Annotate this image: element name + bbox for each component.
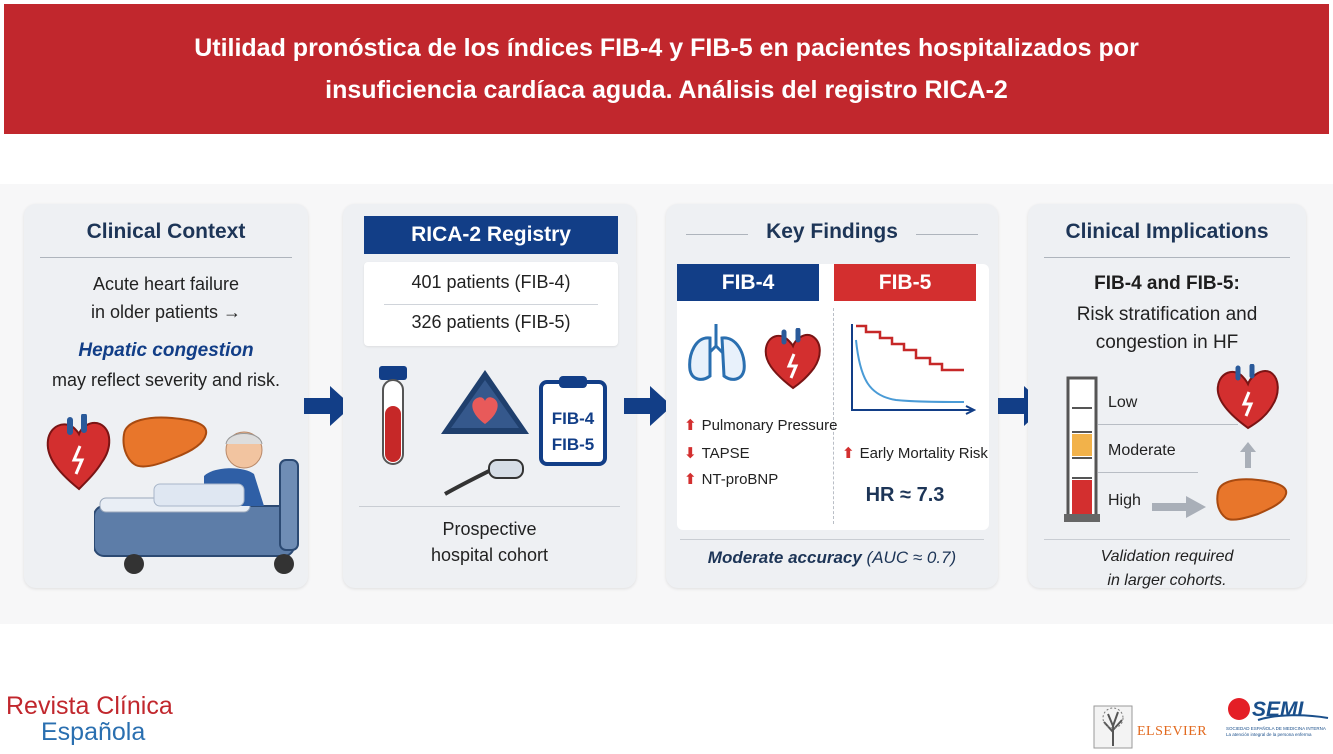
semi-subtitle (1226, 726, 1326, 738)
hazard-ratio: HR ≈ 7.3 (865, 484, 945, 506)
arrow-up-icon: ⬆ (842, 445, 855, 462)
title-divider (1044, 257, 1290, 258)
auc-value: (AUC ≈ 0.7) (861, 548, 957, 567)
registry-card (343, 204, 636, 588)
fib4-tab: FIB-4 (677, 264, 819, 301)
clinical-implications-card (1028, 204, 1306, 588)
semi-swoosh-icon (1256, 712, 1330, 724)
finding-early-mortality (842, 444, 988, 462)
accuracy-label: Moderate accuracy (707, 548, 862, 567)
accuracy-note (666, 548, 998, 568)
section-divider (680, 539, 984, 540)
title-rule-right (916, 234, 978, 235)
validation-line-2: in larger cohorts. (1107, 572, 1227, 589)
elsevier-logo-text: ELSEVIER (1137, 724, 1208, 739)
semi-subtitle-line-1: SOCIEDAD ESPAÑOLA DE MEDICINA INTERNA (1226, 726, 1326, 731)
title-line-2: insuficiencia cardíaca aguda. Análisis del registro RICA-2 (325, 76, 1008, 104)
title-banner (4, 4, 1329, 134)
ultrasound-icon (439, 368, 531, 498)
hospital-bed-patient-icon (94, 414, 304, 584)
key-findings-card (666, 204, 998, 588)
heart-icon (762, 328, 824, 392)
finding-text: Early Mortality Risk (859, 444, 988, 462)
semi-logo-text: SEMI (1252, 698, 1304, 721)
registry-counts-box (364, 262, 618, 346)
finding-ntprobnp (684, 470, 778, 488)
context-line-1: Acute heart failure (92, 274, 240, 294)
semi-logo-icon (1226, 696, 1252, 722)
lungs-icon (686, 320, 752, 384)
context-line-2: in older patients → (90, 302, 242, 322)
fib5-tab: FIB-5 (834, 264, 976, 301)
risk-high-label: High (1108, 492, 1141, 509)
arrow-up-icon (1238, 440, 1258, 470)
arrow-right-icon (1150, 494, 1210, 520)
journal-logo (6, 693, 173, 745)
key-findings-title: Key Findings (766, 220, 898, 243)
hepatic-congestion-label: Hepatic congestion (78, 340, 254, 361)
arrow-down-icon: ⬇ (684, 445, 697, 462)
context-line-3: may reflect severity and risk. (51, 370, 281, 390)
finding-pulmonary-pressure (684, 416, 837, 434)
elsevier-tree-logo-icon (1092, 704, 1134, 750)
implications-line-2: congestion in HF (1095, 332, 1239, 353)
cohort-line-2: hospital cohort (430, 545, 549, 565)
survival-curve-icon (846, 320, 976, 416)
registry-title: RICA-2 Registry (364, 216, 618, 254)
fib4-patient-count: 401 patients (FIB-4) (411, 272, 571, 292)
implications-headline: FIB-4 and FIB-5: (1094, 273, 1240, 294)
clinical-context-title: Clinical Context (86, 220, 246, 243)
clipboard-labels (539, 406, 607, 458)
blood-tube-icon (373, 364, 413, 470)
heart-icon (1214, 364, 1282, 432)
section-divider (359, 506, 620, 507)
risk-moderate-label: Moderate (1108, 442, 1176, 459)
clinical-implications-title: Clinical Implications (1065, 220, 1269, 243)
row-divider (384, 304, 598, 305)
fib5-patient-count: 326 patients (FIB-5) (411, 312, 571, 332)
journal-name-line-1: Revista Clínica (6, 692, 173, 720)
title-line-1: Utilidad pronóstica de los índices FIB-4 y FIB-5 en pacientes hospitalizados por (194, 34, 1139, 62)
finding-text: Pulmonary Pressure (701, 416, 838, 434)
arrow-up-icon: ⬆ (684, 471, 697, 488)
arrow-up-icon: ⬆ (684, 417, 697, 434)
clipboard-fib4: FIB-4 (551, 409, 595, 428)
cohort-line-1: Prospective (442, 519, 537, 539)
risk-divider (1098, 472, 1198, 473)
finding-text: TAPSE (701, 444, 750, 462)
risk-low-label: Low (1108, 394, 1138, 411)
section-divider (1044, 539, 1290, 540)
title-divider (40, 257, 292, 258)
validation-line-1: Validation required (1100, 548, 1234, 565)
finding-tapse (684, 444, 750, 462)
clinical-context-card (24, 204, 308, 588)
journal-name-line-2: Española (41, 718, 146, 746)
semi-subtitle-line-2: La atención integral de la persona enferma (1226, 732, 1312, 737)
implications-line-1: Risk stratification and (1076, 304, 1258, 325)
clipboard-fib5: FIB-5 (551, 435, 595, 454)
finding-text: NT-proBNP (701, 470, 779, 488)
liver-icon (1214, 476, 1290, 526)
risk-scale-icon (1064, 376, 1100, 524)
